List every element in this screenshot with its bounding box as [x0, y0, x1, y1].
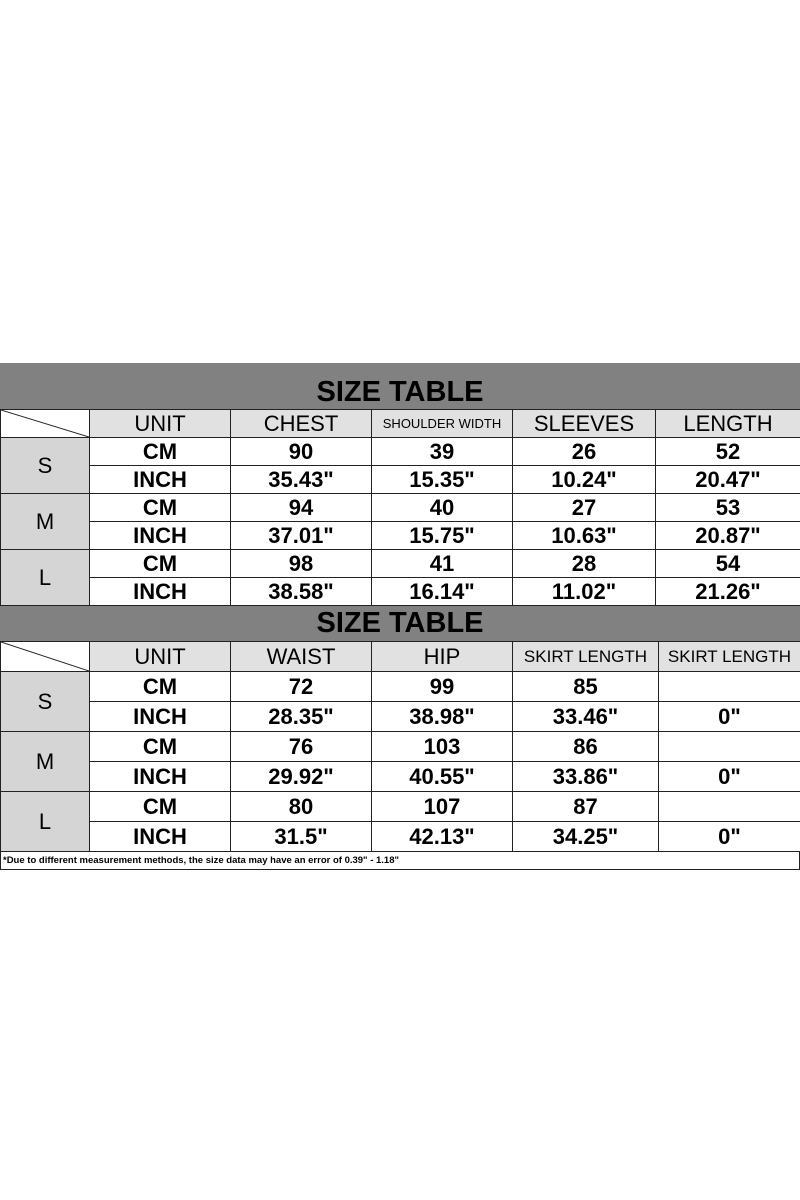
value-cell: 38.98"	[372, 702, 513, 732]
size-label: L	[1, 792, 90, 852]
value-cell: 10.63"	[513, 522, 656, 550]
value-cell: 99	[372, 672, 513, 702]
value-cell: 0"	[659, 702, 800, 732]
unit-cell: CM	[90, 672, 231, 702]
diagonal-divider-icon	[1, 410, 89, 437]
value-cell	[659, 672, 800, 702]
header-waist: WAIST	[231, 642, 372, 672]
table-row	[1, 792, 800, 822]
value-cell: 33.86"	[513, 762, 659, 792]
value-cell: 26	[513, 438, 656, 466]
value-cell: 21.26"	[656, 578, 800, 606]
diagonal-divider-icon	[1, 642, 89, 671]
unit-cell: CM	[90, 438, 231, 466]
header-unit: UNIT	[90, 410, 231, 438]
unit-cell: INCH	[90, 822, 231, 852]
table-row	[1, 494, 800, 522]
value-cell: 103	[372, 732, 513, 762]
value-cell: 34.25"	[513, 822, 659, 852]
value-cell: 11.02"	[513, 578, 656, 606]
unit-cell: CM	[90, 792, 231, 822]
value-cell: 40	[372, 494, 513, 522]
value-cell: 27	[513, 494, 656, 522]
header-skirt-length: SKIRT LENGTH	[513, 642, 659, 672]
bottom-size-table	[0, 641, 800, 852]
unit-cell: INCH	[90, 466, 231, 494]
table-row	[1, 672, 800, 702]
value-cell: 72	[231, 672, 372, 702]
table-row	[1, 578, 800, 606]
size-label: S	[1, 672, 90, 732]
value-cell: 98	[231, 550, 372, 578]
unit-cell: INCH	[90, 762, 231, 792]
value-cell: 52	[656, 438, 800, 466]
value-cell: 20.87"	[656, 522, 800, 550]
value-cell: 37.01"	[231, 522, 372, 550]
value-cell: 29.92"	[231, 762, 372, 792]
unit-cell: CM	[90, 550, 231, 578]
value-cell: 0"	[659, 822, 800, 852]
value-cell	[659, 792, 800, 822]
table-row	[1, 702, 800, 732]
table-row	[1, 732, 800, 762]
value-cell: 76	[231, 732, 372, 762]
measurement-note: *Due to different measurement methods, the size data may have an error of 0.39" - 1.18"	[0, 852, 800, 870]
table-row	[1, 438, 800, 466]
value-cell: 0"	[659, 762, 800, 792]
value-cell: 39	[372, 438, 513, 466]
header-shoulder-width: SHOULDER WIDTH	[372, 410, 513, 438]
unit-cell: INCH	[90, 702, 231, 732]
header-length: LENGTH	[656, 410, 800, 438]
value-cell: 15.35"	[372, 466, 513, 494]
unit-cell: CM	[90, 732, 231, 762]
header-skirt-length-2: SKIRT LENGTH	[659, 642, 800, 672]
unit-cell: INCH	[90, 522, 231, 550]
value-cell: 53	[656, 494, 800, 522]
value-cell: 38.58"	[231, 578, 372, 606]
value-cell: 16.14"	[372, 578, 513, 606]
table1-header-row	[1, 410, 800, 438]
header-unit: UNIT	[90, 642, 231, 672]
value-cell: 107	[372, 792, 513, 822]
value-cell: 33.46"	[513, 702, 659, 732]
value-cell: 42.13"	[372, 822, 513, 852]
value-cell: 85	[513, 672, 659, 702]
value-cell: 86	[513, 732, 659, 762]
value-cell: 35.43"	[231, 466, 372, 494]
corner-cell	[1, 410, 90, 438]
table-row	[1, 466, 800, 494]
size-label: M	[1, 732, 90, 792]
table-row	[1, 762, 800, 792]
value-cell: 28.35"	[231, 702, 372, 732]
value-cell: 31.5"	[231, 822, 372, 852]
table2-header-row	[1, 642, 800, 672]
size-chart	[0, 363, 800, 870]
value-cell: 94	[231, 494, 372, 522]
value-cell: 41	[372, 550, 513, 578]
value-cell: 87	[513, 792, 659, 822]
table-row	[1, 822, 800, 852]
value-cell: 10.24"	[513, 466, 656, 494]
value-cell: 20.47"	[656, 466, 800, 494]
size-label: L	[1, 550, 90, 606]
value-cell: 90	[231, 438, 372, 466]
table1-title: SIZE TABLE	[0, 363, 800, 409]
header-chest: CHEST	[231, 410, 372, 438]
size-label: M	[1, 494, 90, 550]
table-row	[1, 550, 800, 578]
value-cell	[659, 732, 800, 762]
value-cell: 80	[231, 792, 372, 822]
table2-title: SIZE TABLE	[0, 606, 800, 641]
unit-cell: CM	[90, 494, 231, 522]
table-row	[1, 522, 800, 550]
value-cell: 28	[513, 550, 656, 578]
header-sleeves: SLEEVES	[513, 410, 656, 438]
unit-cell: INCH	[90, 578, 231, 606]
header-hip: HIP	[372, 642, 513, 672]
corner-cell	[1, 642, 90, 672]
size-label: S	[1, 438, 90, 494]
top-size-table	[0, 409, 800, 606]
value-cell: 54	[656, 550, 800, 578]
value-cell: 15.75"	[372, 522, 513, 550]
value-cell: 40.55"	[372, 762, 513, 792]
